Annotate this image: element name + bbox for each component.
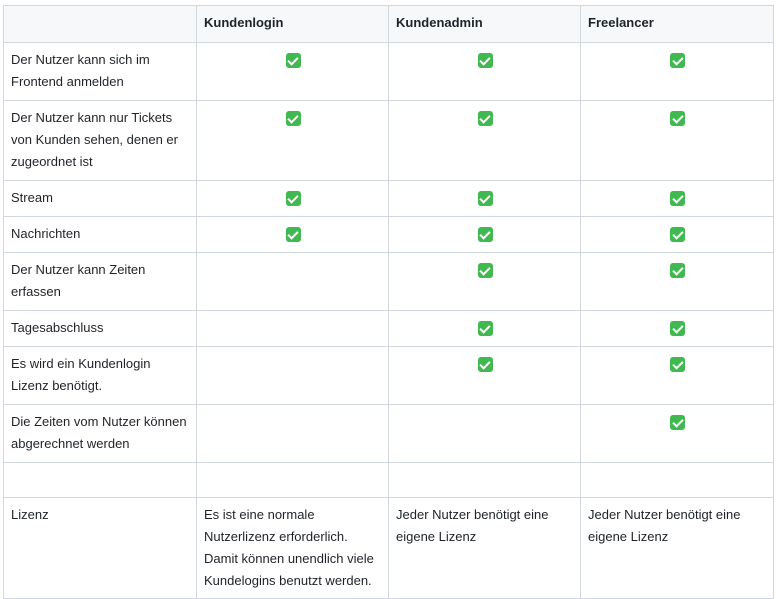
row-label: Die Zeiten vom Nutzer können abgerechnet werden bbox=[4, 405, 197, 463]
check-mark-button-icon bbox=[670, 227, 685, 242]
empty-cell bbox=[4, 463, 197, 498]
license-row-label: Lizenz bbox=[4, 498, 197, 599]
kundenadmin-cell bbox=[389, 101, 581, 181]
row-label: Tagesabschluss bbox=[4, 311, 197, 347]
kundenadmin-cell bbox=[389, 217, 581, 253]
kundenlogin-cell bbox=[197, 347, 389, 405]
check-mark-button-icon bbox=[286, 227, 301, 242]
column-header-freelancer: Freelancer bbox=[581, 6, 774, 43]
freelancer-cell bbox=[581, 253, 774, 311]
license-kundenlogin-text: Es ist eine normale Nutzerlizenz erforderlich. Damit können unendlich viele Kundelogins benutzt werden. bbox=[197, 498, 389, 599]
check-mark-button-icon bbox=[670, 415, 685, 430]
freelancer-cell bbox=[581, 347, 774, 405]
license-freelancer-text: Jeder Nutzer benötigt eine eigene Lizenz bbox=[581, 498, 774, 599]
freelancer-cell bbox=[581, 217, 774, 253]
row-label: Der Nutzer kann sich im Frontend anmelden bbox=[4, 43, 197, 101]
freelancer-cell bbox=[581, 43, 774, 101]
check-mark-button-icon bbox=[670, 357, 685, 372]
kundenlogin-cell bbox=[197, 43, 389, 101]
freelancer-cell bbox=[581, 405, 774, 463]
row-label: Der Nutzer kann Zeiten erfassen bbox=[4, 253, 197, 311]
kundenlogin-cell bbox=[197, 181, 389, 217]
license-row bbox=[4, 498, 774, 599]
kundenadmin-cell bbox=[389, 181, 581, 217]
table-row bbox=[4, 347, 774, 405]
check-mark-button-icon bbox=[286, 53, 301, 68]
table-row bbox=[4, 101, 774, 181]
table-row bbox=[4, 43, 774, 101]
kundenadmin-cell bbox=[389, 311, 581, 347]
check-mark-button-icon bbox=[670, 321, 685, 336]
check-mark-button-icon bbox=[478, 53, 493, 68]
check-mark-button-icon bbox=[478, 191, 493, 206]
empty-row bbox=[4, 463, 774, 498]
check-mark-button-icon bbox=[478, 357, 493, 372]
header-row bbox=[4, 6, 774, 43]
freelancer-cell bbox=[581, 181, 774, 217]
check-mark-button-icon bbox=[478, 227, 493, 242]
check-mark-button-icon bbox=[286, 191, 301, 206]
check-mark-button-icon bbox=[478, 321, 493, 336]
kundenadmin-cell bbox=[389, 347, 581, 405]
kundenadmin-cell bbox=[389, 253, 581, 311]
row-label: Nachrichten bbox=[4, 217, 197, 253]
kundenlogin-cell bbox=[197, 311, 389, 347]
kundenadmin-cell bbox=[389, 405, 581, 463]
table-row bbox=[4, 311, 774, 347]
check-mark-button-icon bbox=[478, 111, 493, 126]
check-mark-button-icon bbox=[670, 263, 685, 278]
header-empty-cell bbox=[4, 6, 197, 43]
table-row bbox=[4, 181, 774, 217]
row-label: Stream bbox=[4, 181, 197, 217]
license-kundenadmin-text: Jeder Nutzer benötigt eine eigene Lizenz bbox=[389, 498, 581, 599]
permissions-table bbox=[3, 5, 774, 599]
kundenlogin-cell bbox=[197, 101, 389, 181]
empty-cell bbox=[581, 463, 774, 498]
column-header-kundenlogin: Kundenlogin bbox=[197, 6, 389, 43]
kundenlogin-cell bbox=[197, 217, 389, 253]
kundenlogin-cell bbox=[197, 405, 389, 463]
kundenlogin-cell bbox=[197, 253, 389, 311]
empty-cell bbox=[389, 463, 581, 498]
table-row bbox=[4, 217, 774, 253]
check-mark-button-icon bbox=[670, 111, 685, 126]
empty-cell bbox=[197, 463, 389, 498]
kundenadmin-cell bbox=[389, 43, 581, 101]
check-mark-button-icon bbox=[670, 53, 685, 68]
row-label: Der Nutzer kann nur Tickets von Kunden sehen, denen er zugeordnet ist bbox=[4, 101, 197, 181]
row-label: Es wird ein Kundenlogin Lizenz benötigt. bbox=[4, 347, 197, 405]
freelancer-cell bbox=[581, 311, 774, 347]
freelancer-cell bbox=[581, 101, 774, 181]
column-header-kundenadmin: Kundenadmin bbox=[389, 6, 581, 43]
table-row bbox=[4, 253, 774, 311]
check-mark-button-icon bbox=[286, 111, 301, 126]
check-mark-button-icon bbox=[478, 263, 493, 278]
table-row bbox=[4, 405, 774, 463]
check-mark-button-icon bbox=[670, 191, 685, 206]
